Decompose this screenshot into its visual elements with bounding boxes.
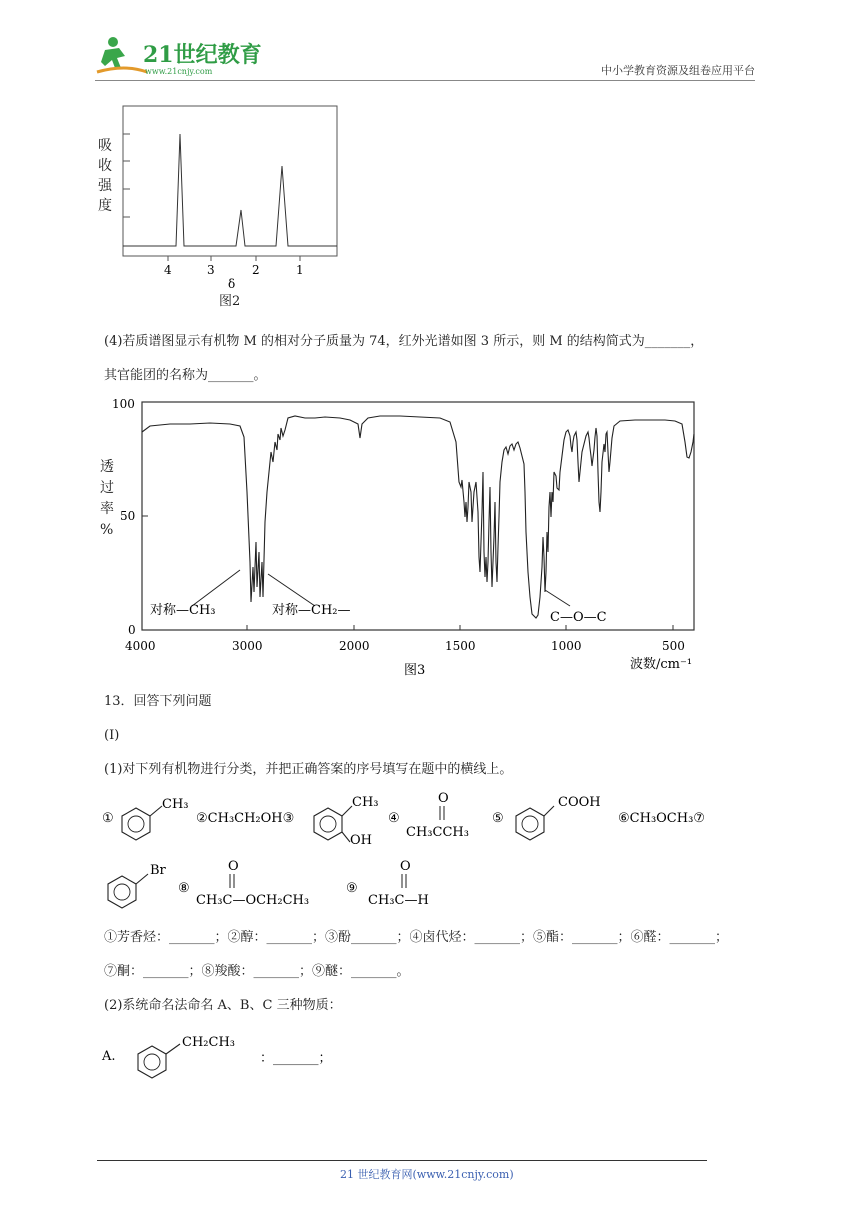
carbonyl-o-label: O [438,791,449,806]
fig2-ylabel-char: 强 [98,178,112,194]
fig3-ylabel-char: 率 [100,501,114,517]
toluene-structure [122,806,162,840]
item-number: ① [102,811,114,826]
fig3-ylabel-char: 透 [100,459,114,475]
item-number: ⑨ [346,881,358,896]
fig3-ann-line-coc [545,590,570,606]
answer-line1: ①芳香烃：_______；②醇：_______；③酚_______；④卤代烃：_______；⑤酯：_______；⑥醛：_______； [104,930,729,945]
fig2-ylabel-char: 度 [98,198,112,214]
ethanol-text: ②CH₃CH₂OH③ [196,811,295,826]
fig2-ylabel-char: 收 [98,158,112,174]
fig2-ylabel-char: 吸 [98,138,112,154]
acetone-text: CH₃CCH₃ [406,825,469,840]
logo-text: 21世纪教育 [143,42,262,68]
benzene-ring-icon [108,876,136,908]
benzene-ring-icon [138,1046,166,1078]
fig3-ytick-label: 50 [120,509,136,523]
cresol-structure [314,806,352,842]
fig3-ir-spectrum [110,392,710,682]
fig2-xtick-label: 2 [252,263,260,277]
fig2-curve [123,134,337,246]
benzoic-acid-structure [516,806,554,840]
header-right-text: 中小学教育资源及组卷应用平台 [601,64,755,77]
fig2-nmr-spectrum [118,104,348,289]
q4-line1: (4)若质谱图显示有机物 M 的相对分子质量为 74，红外光谱如图 3 所示，则 M 的结构简式为_______， [104,334,704,349]
aldehyde-text: CH₃C—H [368,893,429,908]
fig2-xtick-label: 3 [207,263,215,277]
q13-part: (I) [104,728,120,743]
a-label: A. [102,1049,116,1064]
footer-rule [97,1160,707,1161]
q13-q2: (2)系统命名法命名 A、B、C 三种物质： [104,998,342,1013]
header-logo [95,34,265,78]
q13-q1: (1)对下列有机物进行分类，并把正确答案的序号填写在题中的横线上。 [104,762,513,777]
fig2-ylabel [98,136,116,216]
fig3-xtick-label: 2000 [339,639,370,653]
fig3-ann-line-ch2 [268,574,315,606]
benzene-ring-icon [314,808,342,840]
fig3-caption: 图3 [404,663,426,678]
bromobenzene-structure [108,874,148,908]
ch3-label: CH₃ [162,797,189,812]
ether-text: ⑥CH₃OCH₃⑦ [618,811,705,826]
fig3-ann-ch2: 对称—CH₂— [272,603,351,618]
fig3-ann-coc: C—O—C [550,610,607,625]
ethylbenzene-row [100,1026,360,1086]
ester-text: CH₃C—OCH₂CH₃ [196,893,310,908]
item-number: ⑧ [178,881,190,896]
ethylbenzene-structure [138,1044,180,1078]
fig2-caption: 图2 [219,294,241,309]
fig3-xtick-label: 3000 [232,639,263,653]
fig2-xtick-label: 4 [164,263,172,277]
br-label: Br [150,863,166,878]
fig2-xlabel: δ [228,277,236,289]
runner-logo-icon [95,34,265,78]
benzene-ring-icon [516,808,544,840]
fig2-frame [123,106,337,256]
item-number: ⑤ [492,811,504,826]
ch3-label: CH₃ [352,795,379,810]
structures-row1 [100,786,740,856]
fig3-ytick-label: 100 [112,397,135,411]
a-blank: ：_______； [260,1051,332,1066]
cooh-label: COOH [558,795,601,810]
fig3-ann-ch3: 对称—CH₃ [150,603,216,618]
fig3-xtick-label: 1500 [445,639,476,653]
structures-row2 [100,856,740,918]
answer-line2: ⑦酮：_______；⑧羧酸：_______；⑨醚：_______。 [104,964,410,979]
fig3-ann-line-ch3 [192,570,240,606]
oh-label: OH [350,833,372,848]
fig3-xtick-label: 1000 [551,639,582,653]
fig3-frame [142,402,694,630]
q4-line2: 其官能团的名称为_______。 [104,368,267,383]
item-number: ④ [388,811,400,826]
fig2-xtick-label: 1 [296,263,304,277]
logo-url: www.21cnjy.com [145,67,213,76]
footer-text[interactable]: 21 世纪教育网(www.21cnjy.com) [340,1168,514,1181]
fig3-ylabel-char: 过 [100,480,114,496]
carbonyl-o-label: O [228,859,239,874]
fig3-curve [142,416,694,618]
ethyl-label: CH₂CH₃ [182,1035,235,1050]
fig3-ylabel-char: % [100,522,114,538]
fig3-ytick-label: 0 [128,623,136,637]
benzene-ring-icon [122,808,150,840]
header-rule [95,80,755,81]
fig3-xtick-label: 500 [662,639,685,653]
fig3-xlabel: 波数/cm⁻¹ [630,657,693,672]
carbonyl-o-label: O [400,859,411,874]
q13-title: 13．回答下列问题 [104,694,212,709]
fig3-xtick-label: 4000 [125,639,156,653]
